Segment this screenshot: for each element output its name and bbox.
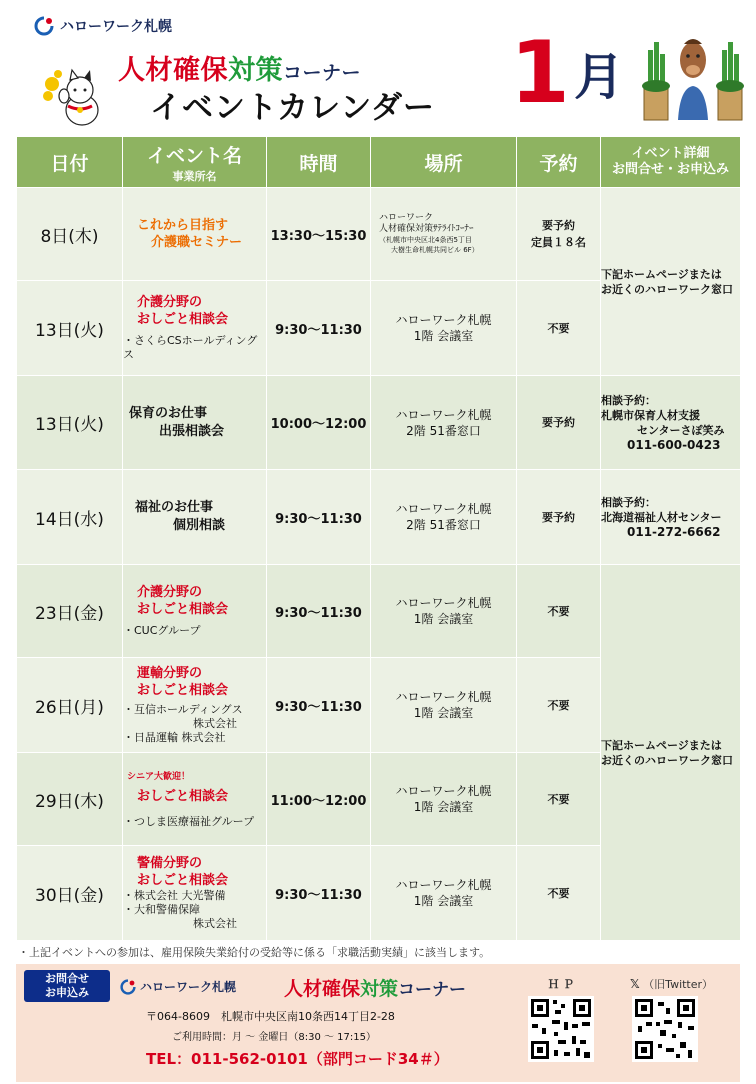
- footer-corner-part2: 対策: [360, 978, 399, 1000]
- title-part-1: 人材確保: [118, 55, 228, 86]
- place-line2: 1階 会議室: [413, 329, 474, 343]
- event-name: [123, 753, 267, 846]
- event-time: 9:30～11:30: [267, 846, 371, 941]
- event-time: 9:30～11:30: [267, 470, 371, 565]
- event-place: [371, 753, 517, 846]
- event-calendar-table: [16, 136, 741, 941]
- detail-info-line2: お近くのハローワーク窓口: [601, 282, 733, 296]
- hellowork-logo-icon: [120, 979, 136, 995]
- event-title-line1: 警備分野の: [137, 856, 203, 871]
- header-place: [371, 137, 517, 188]
- header-event-label: イベント名: [146, 144, 242, 167]
- footer-brand: [120, 978, 236, 995]
- hp-label: ＨＰ: [548, 978, 578, 991]
- detail-info-line1: 下記ホームページまたは: [601, 267, 722, 281]
- event-name: [123, 658, 267, 753]
- month-unit: 月: [574, 48, 624, 106]
- event-title-line1: これから目指す: [137, 218, 229, 233]
- detail-info-line3: センターさぽ笑み: [637, 423, 725, 437]
- phone-number[interactable]: TEL：011-562-0101（部門コード34＃）: [146, 1050, 449, 1068]
- event-date: 13日(火): [17, 281, 123, 376]
- detail-info-line2: 北海道福祉人材センター: [601, 510, 722, 524]
- event-title-line2: おしごと相談会: [137, 873, 229, 888]
- inquiry-label-line1: お問合せ: [45, 972, 89, 985]
- company-name: ・株式会社 大光警備: [123, 889, 226, 902]
- event-time: 9:30～11:30: [267, 658, 371, 753]
- header-detail-line1: イベント詳細: [631, 146, 710, 161]
- event-place: [371, 188, 517, 281]
- reservation: [517, 188, 601, 281]
- event-date: 14日(水): [17, 470, 123, 565]
- company-name: ・CUCグループ: [123, 624, 201, 637]
- detail-info-merged-2: [601, 565, 741, 941]
- detail-info-line1: 相談予約：: [601, 495, 656, 509]
- place-line2: 1階 会議室: [413, 800, 474, 814]
- header-time-label: 時間: [299, 152, 338, 175]
- place-line1: ハローワーク札幌: [395, 690, 492, 704]
- detail-info-merged-1: [601, 188, 741, 376]
- page-title: イベントカレンダー: [150, 90, 436, 126]
- reservation: 要予約: [517, 470, 601, 565]
- detail-phone: 011-272-6662: [627, 524, 721, 539]
- address: 〒064-8609 札幌市中央区南10条西14丁目2-28: [146, 1010, 395, 1023]
- detail-info-line1: 相談予約：: [601, 393, 656, 407]
- table-row: [17, 470, 741, 565]
- detail-info-line2: 札幌市保育人材支援: [601, 408, 700, 422]
- table-header-row: [17, 137, 741, 188]
- place-line1: ハローワーク札幌: [395, 596, 492, 610]
- event-title-line2: おしごと相談会: [137, 312, 229, 327]
- event-place: [371, 846, 517, 941]
- company-name: ・つしま医療福祉グループ: [123, 815, 255, 828]
- opening-hours: ご利用時間：月 ～ 金曜日（8:30 ～ 17:15）: [172, 1032, 376, 1043]
- event-place: [371, 565, 517, 658]
- place-line2: 2階 51番窓口: [406, 518, 481, 532]
- senior-welcome-tag: シニア大歓迎！: [127, 772, 191, 782]
- title-part-2: 対策: [228, 55, 283, 86]
- place-line3: （札幌市中央区北4条西5丁目: [379, 236, 472, 244]
- event-title-line2: 個別相談: [173, 518, 226, 533]
- maneki-neko-illustration: [40, 66, 108, 128]
- company-name: ・日晶運輸 株式会社: [123, 731, 226, 744]
- header-detail: [601, 137, 741, 188]
- event-title-line2: おしごと相談会: [137, 602, 229, 617]
- inquiry-button[interactable]: [24, 970, 110, 1002]
- header-date-label: 日付: [50, 152, 89, 175]
- x-label: [630, 976, 713, 992]
- header-event: [123, 137, 267, 188]
- event-date: 8日(木): [17, 188, 123, 281]
- header-place-label: 場所: [424, 152, 463, 175]
- qr-code-icon[interactable]: [632, 996, 698, 1062]
- event-date: 13日(火): [17, 376, 123, 470]
- reservation: 不要: [517, 565, 601, 658]
- event-title-line1: 運輸分野の: [137, 666, 203, 681]
- company-name: ・さくらCSホールディングス: [123, 334, 258, 361]
- header-event-sub: 事業所名: [172, 169, 217, 183]
- detail-info-line2: お近くのハローワーク窓口: [601, 753, 733, 767]
- event-name: [123, 565, 267, 658]
- place-line1: ハローワーク: [379, 213, 434, 223]
- table-row: [17, 376, 741, 470]
- table-row: [17, 565, 741, 658]
- hellowork-logo-icon: [34, 16, 54, 36]
- company-name-cont: 株式会社: [193, 917, 237, 930]
- event-date: 29日(木): [17, 753, 123, 846]
- event-title-line2: 出張相談会: [159, 423, 225, 439]
- header-reservation: [517, 137, 601, 188]
- event-name: [123, 376, 267, 470]
- event-date: 23日(金): [17, 565, 123, 658]
- footer-corner-title: [284, 974, 466, 1001]
- brand-name: ハローワーク札幌: [60, 19, 172, 35]
- table-row: [17, 188, 741, 281]
- contact-footer: [16, 964, 740, 1082]
- header-time: [267, 137, 371, 188]
- header-detail-line2: お問合せ・お申込み: [611, 162, 729, 177]
- kadomatsu-horse-illustration: [640, 26, 746, 126]
- event-title-line1: 福祉のお仕事: [135, 500, 214, 515]
- place-line4: 大樹生命札幌共同ビル 6F）: [391, 246, 479, 254]
- event-time: 11:00～12:00: [267, 753, 371, 846]
- place-line1: ハローワーク札幌: [395, 784, 492, 798]
- place-line2: 1階 会議室: [413, 894, 474, 908]
- month-number: 1: [510, 23, 570, 123]
- event-time: 13:30～15:30: [267, 188, 371, 281]
- inquiry-label-line2: お申込み: [45, 986, 89, 999]
- event-time: 9:30～11:30: [267, 281, 371, 376]
- event-name: [123, 470, 267, 565]
- reservation: 不要: [517, 753, 601, 846]
- reservation: 不要: [517, 658, 601, 753]
- header-date: [17, 137, 123, 188]
- event-name: [123, 846, 267, 941]
- reservation-line1: 要予約: [542, 219, 575, 232]
- detail-phone: 011-600-0423: [627, 437, 721, 452]
- event-title-line2: おしごと相談会: [137, 683, 229, 698]
- event-place: [371, 281, 517, 376]
- event-title-line2: 介護職セミナー: [151, 235, 243, 250]
- event-title-line1: 介護分野の: [137, 585, 203, 600]
- footnote: ・上記イベントへの参加は、雇用保険失業給付の受給等に係る「求職活動実績」に該当します。: [18, 946, 491, 959]
- brand-header: [34, 16, 172, 36]
- detail-info: [601, 376, 741, 470]
- place-line2: 1階 会議室: [413, 612, 474, 626]
- event-time: 10:00～12:00: [267, 376, 371, 470]
- event-name: [123, 281, 267, 376]
- place-line1: ハローワーク札幌: [395, 407, 492, 422]
- event-title-line1: 保育のお仕事: [129, 405, 208, 421]
- event-date: 26日(月): [17, 658, 123, 753]
- place-line2: 人材確保対策ｻﾃﾗｲﾄｺｰﾅｰ: [379, 224, 474, 234]
- place-line1: ハローワーク札幌: [395, 313, 492, 327]
- event-place: [371, 658, 517, 753]
- place-line2: 1階 会議室: [413, 706, 474, 720]
- reservation: 不要: [517, 846, 601, 941]
- footer-brand-name: ハローワーク札幌: [140, 980, 237, 994]
- company-name: ・大和警備保障: [123, 903, 200, 916]
- event-name: [123, 188, 267, 281]
- header-reservation-label: 予約: [539, 152, 578, 175]
- reservation: 不要: [517, 281, 601, 376]
- event-time: 9:30～11:30: [267, 565, 371, 658]
- footer-corner-part1: 人材確保: [284, 978, 361, 1000]
- event-place: [371, 470, 517, 565]
- company-name-cont: 株式会社: [193, 717, 237, 730]
- detail-info: [601, 470, 741, 565]
- event-date: 30日(金): [17, 846, 123, 941]
- reservation-line2: 定員１８名: [531, 236, 586, 249]
- reservation: 要予約: [517, 376, 601, 470]
- company-name: ・互信ホールディングス: [123, 703, 243, 716]
- x-logo-icon: 𝕏: [630, 977, 640, 991]
- place-line1: ハローワーク札幌: [395, 502, 492, 516]
- x-label-text: （旧Twitter）: [643, 978, 714, 991]
- detail-info-line1: 下記ホームページまたは: [601, 738, 722, 752]
- event-title-line1: 介護分野の: [137, 295, 203, 310]
- event-place: [371, 376, 517, 470]
- place-line1: ハローワーク札幌: [395, 878, 492, 892]
- place-line2: 2階 51番窓口: [406, 423, 481, 438]
- event-title-line1: おしごと相談会: [137, 789, 229, 804]
- title-part-3: コーナー: [283, 62, 362, 84]
- footer-corner-part3: コーナー: [398, 980, 467, 1000]
- qr-code-icon[interactable]: [528, 996, 594, 1062]
